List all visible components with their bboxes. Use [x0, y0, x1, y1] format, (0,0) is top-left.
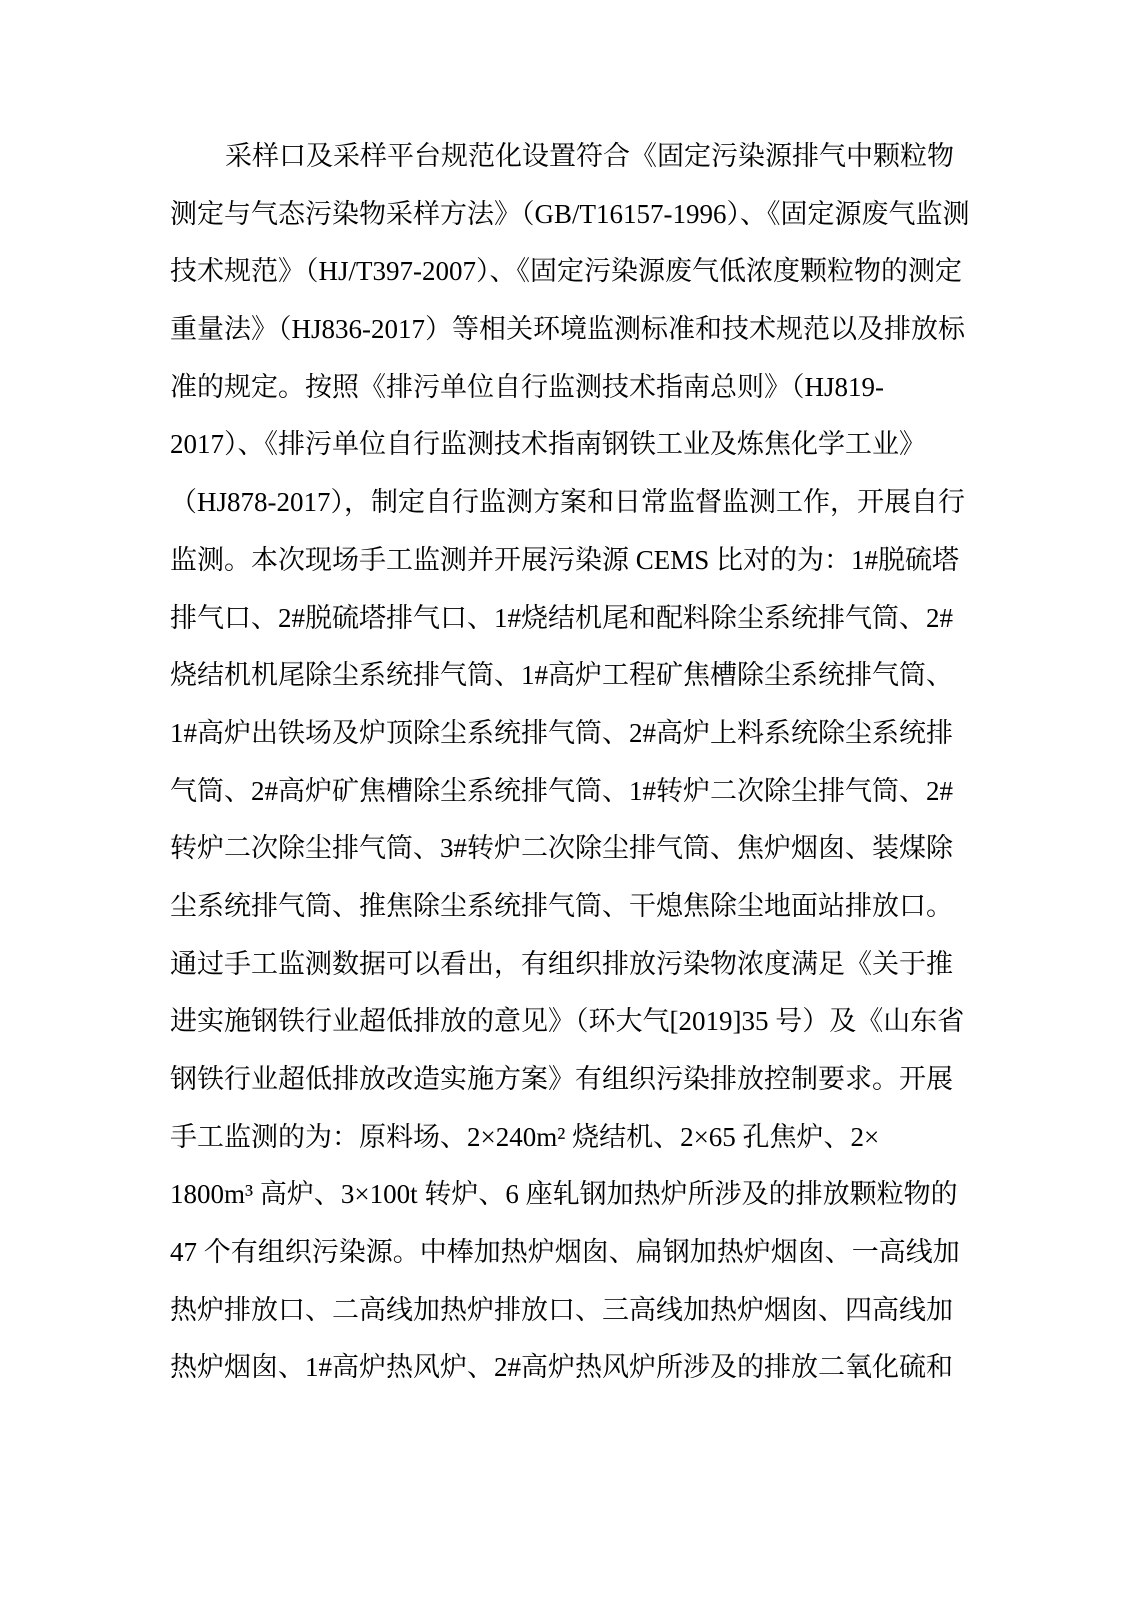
text-line: 准的规定。按照《排污单位自行监测技术指南总则》（HJ819- [170, 371, 884, 402]
paragraph-text-block [170, 128, 970, 1397]
text-line: 手工监测的为：原料场、2×240m² 烧结机、2×65 孔焦炉、2× [170, 1121, 880, 1152]
text-line: 监测。本次现场手工监测并开展污染源 CEMS 比对的为：1#脱硫塔 [170, 544, 960, 575]
text-line: 热炉烟囱、1#高炉热风炉、2#高炉热风炉所涉及的排放二氧化硫和 [170, 1352, 953, 1383]
text-line: 通过手工监测数据可以看出，有组织排放污染物浓度满足《关于推 [170, 948, 953, 979]
text-line: （HJ878-2017），制定自行监测方案和日常监督监测工作，开展自行 [170, 487, 965, 518]
text-line: 1#高炉出铁场及炉顶除尘系统排气筒、2#高炉上料系统除尘系统排 [170, 717, 953, 748]
text-line: 测定与气态污染物采样方法》（GB/T16157-1996）、《固定源废气监测 [170, 198, 970, 229]
text-line: 热炉排放口、二高线加热炉排放口、三高线加热炉烟囱、四高线加 [170, 1294, 953, 1325]
text-line: 重量法》（HJ836-2017）等相关环境监测标准和技术规范以及排放标 [170, 314, 965, 345]
text-line: 1800m³ 高炉、3×100t 转炉、6 座轧钢加热炉所涉及的排放颗粒物的 [170, 1179, 958, 1210]
text-line: 采样口及采样平台规范化设置符合《固定污染源排气中颗粒物 [225, 141, 954, 171]
text-line: 2017）、《排污单位自行监测技术指南钢铁工业及炼焦化学工业》 [170, 429, 926, 460]
text-line: 进实施钢铁行业超低排放的意见》（环大气[2019]35 号）及《山东省 [170, 1006, 965, 1037]
text-line: 47 个有组织污染源。中棒加热炉烟囱、扁钢加热炉烟囱、一高线加 [170, 1237, 960, 1268]
text-line: 尘系统排气筒、推焦除尘系统排气筒、干熄焦除尘地面站排放口。 [170, 890, 953, 921]
text-line: 气筒、2#高炉矿焦槽除尘系统排气筒、1#转炉二次除尘排气筒、2# [170, 775, 953, 806]
text-line: 钢铁行业超低排放改造实施方案》有组织污染排放控制要求。开展 [170, 1064, 953, 1094]
text-line: 技术规范》（HJ/T397-2007）、《固定污染源废气低浓度颗粒物的测定 [170, 256, 962, 287]
text-line: 烧结机机尾除尘系统排气筒、1#高炉工程矿焦槽除尘系统排气筒、 [170, 660, 953, 691]
text-line: 排气口、2#脱硫塔排气口、1#烧结机尾和配料除尘系统排气筒、2# [170, 602, 953, 633]
text-line: 转炉二次除尘排气筒、3#转炉二次除尘排气筒、焦炉烟囱、装煤除 [170, 833, 953, 864]
